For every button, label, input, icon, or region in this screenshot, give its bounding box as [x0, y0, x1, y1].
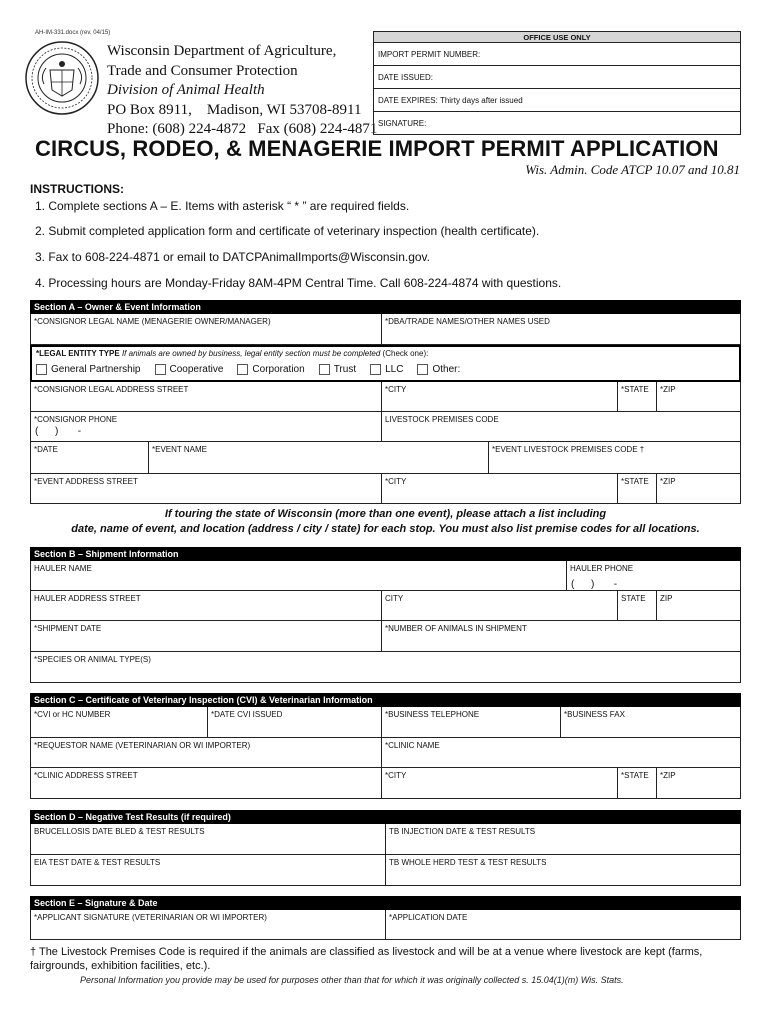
clinic-city-field[interactable]: *CITY	[382, 768, 618, 798]
office-use-box	[373, 31, 741, 135]
option-general-partnership[interactable]	[36, 364, 141, 375]
option-label: Other:	[432, 364, 461, 375]
species-field[interactable]: *SPECIES OR ANIMAL TYPE(S)	[34, 655, 151, 664]
event-date-field[interactable]: *DATE	[31, 442, 149, 473]
phone-template: ( ) -	[35, 426, 82, 437]
hauler-phone-field[interactable]	[567, 561, 740, 590]
premises-footnote: † The Livestock Premises Code is required if the animals are classified as livestock and will be at a venue where livestock are kept (farms, fairgrounds, exhibition facilities, etc.).	[30, 946, 703, 972]
shipment-date-field[interactable]: *SHIPMENT DATE	[31, 621, 382, 651]
consignor-name-field[interactable]: *CONSIGNOR LEGAL NAME (MENAGERIE OWNER/MANAGER)	[31, 314, 382, 344]
checkbox[interactable]	[370, 364, 381, 375]
dba-field[interactable]: *DBA/TRADE NAMES/OTHER NAMES USED	[385, 317, 550, 326]
date-issued-field[interactable]: DATE ISSUED:	[374, 66, 740, 89]
checkbox[interactable]	[36, 364, 47, 375]
hauler-city-field[interactable]: CITY	[382, 591, 618, 620]
checkbox[interactable]	[237, 364, 248, 375]
legal-entity-note: If animals are owned by business, legal entity section must be completed	[121, 349, 381, 358]
business-telephone-field[interactable]: *BUSINESS TELEPHONE	[382, 707, 561, 737]
option-label: LLC	[385, 364, 404, 375]
date-expires-field[interactable]: DATE EXPIRES: Thirty days after issued	[374, 89, 740, 112]
import-permit-number-field[interactable]: IMPORT PERMIT NUMBER:	[374, 43, 740, 66]
checkbox[interactable]	[319, 364, 330, 375]
section-a	[30, 300, 741, 504]
section-c-header: Section C – Certificate of Veterinary Inspection (CVI) & Veterinarian Information	[30, 693, 741, 707]
agency-block	[107, 42, 377, 140]
event-premises-code-field[interactable]: *EVENT LIVESTOCK PREMISES CODE †	[492, 445, 645, 454]
agency-address: PO Box 8911, Madison, WI 53708-8911	[107, 101, 362, 118]
event-address-field[interactable]: *EVENT ADDRESS STREET	[31, 474, 382, 503]
section-b-header: Section B – Shipment Information	[30, 547, 741, 561]
option-corporation[interactable]	[237, 364, 304, 375]
application-date-field[interactable]: *APPLICATION DATE	[389, 913, 468, 922]
option-cooperative[interactable]	[155, 364, 224, 375]
hauler-name-field[interactable]: HAULER NAME	[31, 561, 567, 590]
touring-note-line1: If touring the state of Wisconsin (more than one event), please attach a list including	[164, 508, 607, 520]
event-zip-field[interactable]: *ZIP	[660, 477, 676, 486]
checkbox[interactable]	[417, 364, 428, 375]
state-seal-icon	[24, 40, 100, 116]
section-a-header: Section A – Owner & Event Information	[30, 300, 741, 314]
brucellosis-field[interactable]: BRUCELLOSIS DATE BLED & TEST RESULTS	[31, 824, 386, 854]
section-b	[30, 547, 741, 683]
requestor-name-field[interactable]: *REQUESTOR NAME (VETERINARIAN OR WI IMPORTER)	[31, 738, 382, 767]
clinic-address-field[interactable]: *CLINIC ADDRESS STREET	[31, 768, 382, 798]
consignor-address-field[interactable]: *CONSIGNOR LEGAL ADDRESS STREET	[31, 382, 382, 411]
touring-note	[30, 507, 741, 537]
cvi-number-field[interactable]: *CVI or HC NUMBER	[31, 707, 208, 737]
agency-name-line2: Trade and Consumer Protection	[107, 62, 298, 79]
field-label: *CONSIGNOR PHONE	[34, 415, 118, 424]
phone-template: ( ) -	[571, 579, 618, 590]
instruction-item: 2. Submit completed application form and certificate of veterinary inspection (health certificate).	[35, 224, 540, 238]
admin-code: Wis. Admin. Code ATCP 10.07 and 10.81	[525, 162, 740, 177]
form-code: AH-IM-331.docx (rev. 04/15)	[35, 30, 111, 36]
page-title: CIRCUS, RODEO, & MENAGERIE IMPORT PERMIT APPLICATION	[35, 136, 719, 161]
section-e	[30, 896, 741, 940]
agency-phone: Phone: (608) 224-4872 Fax (608) 224-4871	[107, 121, 378, 137]
option-label: Cooperative	[169, 364, 224, 375]
touring-note-line2: date, name of event, and location (address / city / state) for each stop. You must also list premise codes for all locations.	[71, 523, 700, 535]
number-of-animals-field[interactable]: *NUMBER OF ANIMALS IN SHIPMENT	[385, 624, 527, 633]
consignor-city-field[interactable]: *CITY	[382, 382, 618, 411]
hauler-address-field[interactable]: HAULER ADDRESS STREET	[31, 591, 382, 620]
applicant-signature-field[interactable]: *APPLICANT SIGNATURE (VETERINARIAN OR WI IMPORTER)	[31, 910, 386, 939]
section-c	[30, 693, 741, 799]
section-d	[30, 810, 741, 886]
agency-name-line1: Wisconsin Department of Agriculture,	[107, 43, 337, 59]
privacy-notice: Personal Information you provide may be used for purposes other than that for which it was originally collected s. 15.04(1)(m) Wis. Stats.	[80, 975, 624, 985]
premises-code-field[interactable]: LIVESTOCK PREMISES CODE	[385, 415, 499, 424]
option-other[interactable]	[417, 364, 460, 375]
section-d-header: Section D – Negative Test Results (if required)	[30, 810, 741, 824]
division-name: Division of Animal Health	[107, 82, 265, 98]
hauler-state-field[interactable]: STATE	[618, 591, 657, 620]
cvi-date-field[interactable]: *DATE CVI ISSUED	[208, 707, 382, 737]
consignor-phone-field[interactable]	[31, 412, 382, 441]
consignor-state-field[interactable]: *STATE	[618, 382, 657, 411]
legal-entity-box	[30, 345, 741, 382]
section-e-header: Section E – Signature & Date	[30, 896, 741, 910]
tb-whole-herd-field[interactable]: TB WHOLE HERD TEST & TEST RESULTS	[389, 858, 547, 867]
instruction-item: 1. Complete sections A – E. Items with asterisk “ * ” are required fields.	[35, 199, 410, 213]
field-label: HAULER PHONE	[570, 564, 634, 573]
option-label: Corporation	[252, 364, 305, 375]
hauler-zip-field[interactable]: ZIP	[660, 594, 673, 603]
option-llc[interactable]	[370, 364, 403, 375]
office-signature-field[interactable]: SIGNATURE:	[378, 119, 427, 128]
event-city-field[interactable]: *CITY	[382, 474, 618, 503]
instructions-heading: INSTRUCTIONS:	[30, 182, 124, 196]
eia-test-field[interactable]: EIA TEST DATE & TEST RESULTS	[31, 855, 386, 885]
clinic-zip-field[interactable]: *ZIP	[660, 771, 676, 780]
event-name-field[interactable]: *EVENT NAME	[149, 442, 489, 473]
tb-injection-field[interactable]: TB INJECTION DATE & TEST RESULTS	[389, 827, 536, 836]
option-label: General Partnership	[51, 364, 141, 375]
option-trust[interactable]	[319, 364, 356, 375]
consignor-zip-field[interactable]: *ZIP	[660, 385, 676, 394]
instruction-item: 3. Fax to 608-224-4871 or email to DATCPAnimalImports@Wisconsin.gov.	[35, 250, 431, 264]
event-state-field[interactable]: *STATE	[618, 474, 657, 503]
office-use-header: OFFICE USE ONLY	[374, 32, 740, 43]
clinic-state-field[interactable]: *STATE	[618, 768, 657, 798]
option-label: Trust	[333, 364, 357, 375]
instruction-item: 4. Processing hours are Monday-Friday 8AM-4PM Central Time. Call 608-224-4874 with questions.	[35, 276, 562, 290]
clinic-name-field[interactable]: *CLINIC NAME	[385, 741, 440, 750]
legal-entity-check: (Check one):	[382, 349, 429, 358]
legal-entity-label: *LEGAL ENTITY TYPE	[36, 349, 120, 358]
checkbox[interactable]	[155, 364, 166, 375]
business-fax-field[interactable]: *BUSINESS FAX	[564, 710, 625, 719]
